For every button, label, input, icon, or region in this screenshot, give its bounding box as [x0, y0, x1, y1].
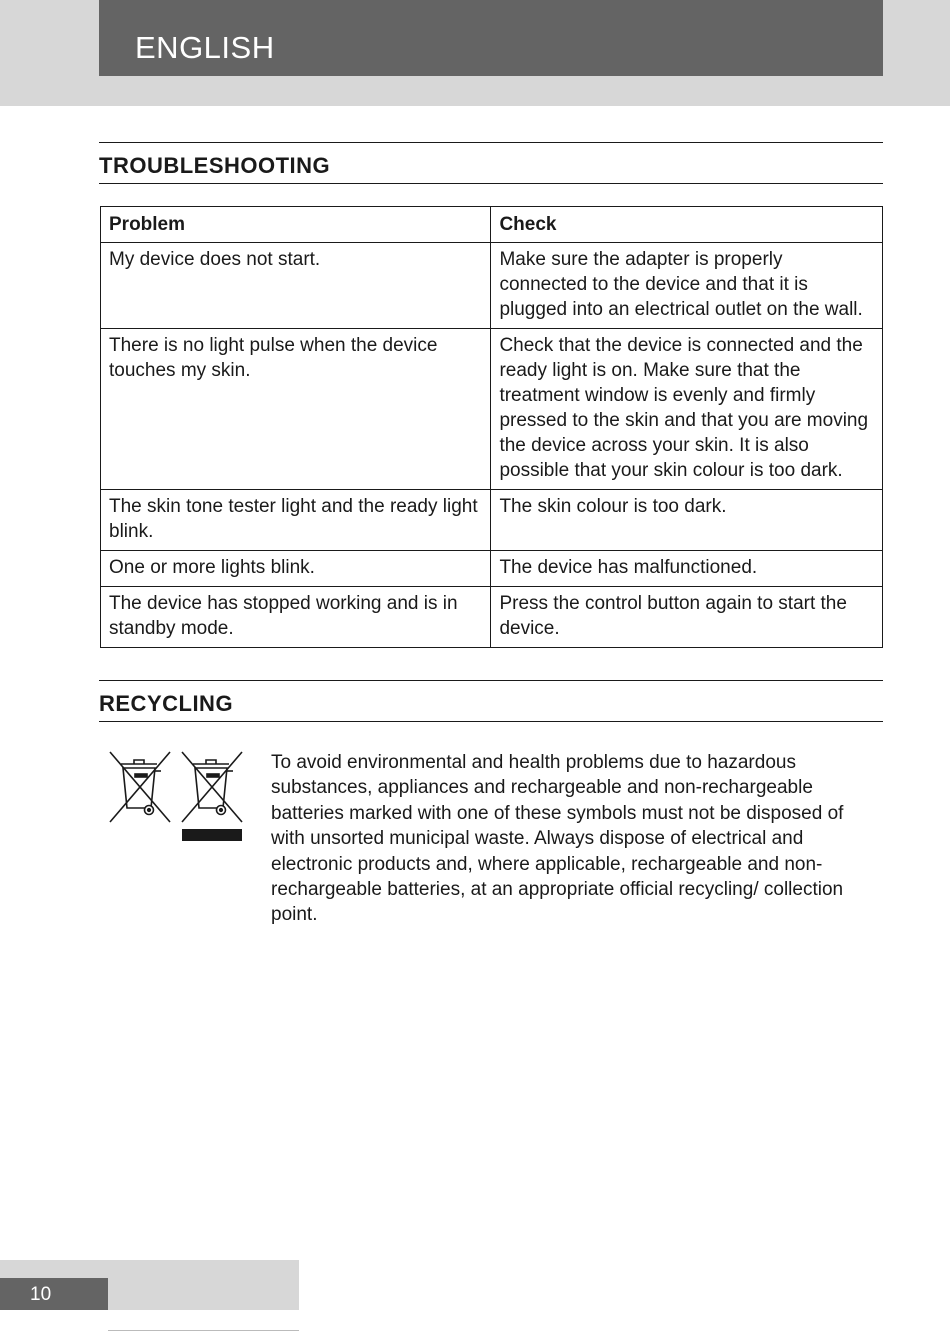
- problem-cell: The device has stopped working and is in standby mode.: [101, 587, 491, 648]
- page-number: 10: [30, 1284, 52, 1305]
- problem-cell: My device does not start.: [101, 243, 491, 329]
- check-cell: The skin colour is too dark.: [491, 490, 883, 551]
- check-cell: Make sure the adapter is properly connected to the device and that it is plugged into an electrical outlet on the wall.: [491, 243, 883, 329]
- crossed-out-wheelie-bin-with-bar-icon: [182, 752, 242, 841]
- troubleshooting-title: TROUBLESHOOTING: [99, 153, 331, 178]
- language-bar: [99, 0, 883, 76]
- language-label: ENGLISH: [135, 30, 275, 65]
- table-row: [101, 329, 883, 490]
- table-row: [101, 587, 883, 648]
- recycling-header: [99, 680, 883, 722]
- footer-divider: [108, 1330, 299, 1331]
- check-cell: Check that the device is connected and the ready light is on. Make sure that the treatment window is evenly and firmly pressed to the skin and that you are moving the device across your skin. It is also possible that your skin colour is too dark.: [491, 329, 883, 490]
- troubleshooting-header: [99, 142, 883, 184]
- column-header-check: Check: [491, 207, 883, 243]
- table-header-row: [101, 207, 883, 243]
- troubleshooting-table: [100, 206, 883, 648]
- crossed-out-wheelie-bin-icon: [110, 752, 170, 822]
- check-cell: Press the control button again to start the device.: [491, 587, 883, 648]
- table-row: [101, 551, 883, 587]
- problem-cell: There is no light pulse when the device touches my skin.: [101, 329, 491, 490]
- table-row: [101, 243, 883, 329]
- table-row: [101, 490, 883, 551]
- column-header-problem: Problem: [101, 207, 491, 243]
- recycling-text: To avoid environmental and health problems due to hazardous substances, appliances and rechargeable and non-rechargeable batteries marked with one of these symbols must not be disposed of with unsorted municipal waste. Always dispose of electrical and electronic products and, where applicable, rechargeable and non-rechargeable batteries, at an appropriate official recycling/ collection point.: [271, 752, 844, 926]
- problem-cell: The skin tone tester light and the ready light blink.: [101, 490, 491, 551]
- recycling-title: RECYCLING: [99, 691, 234, 716]
- check-cell: The device has malfunctioned.: [491, 551, 883, 587]
- problem-cell: One or more lights blink.: [101, 551, 491, 587]
- weee-symbols: [107, 750, 247, 845]
- page-number-box: [0, 1278, 108, 1310]
